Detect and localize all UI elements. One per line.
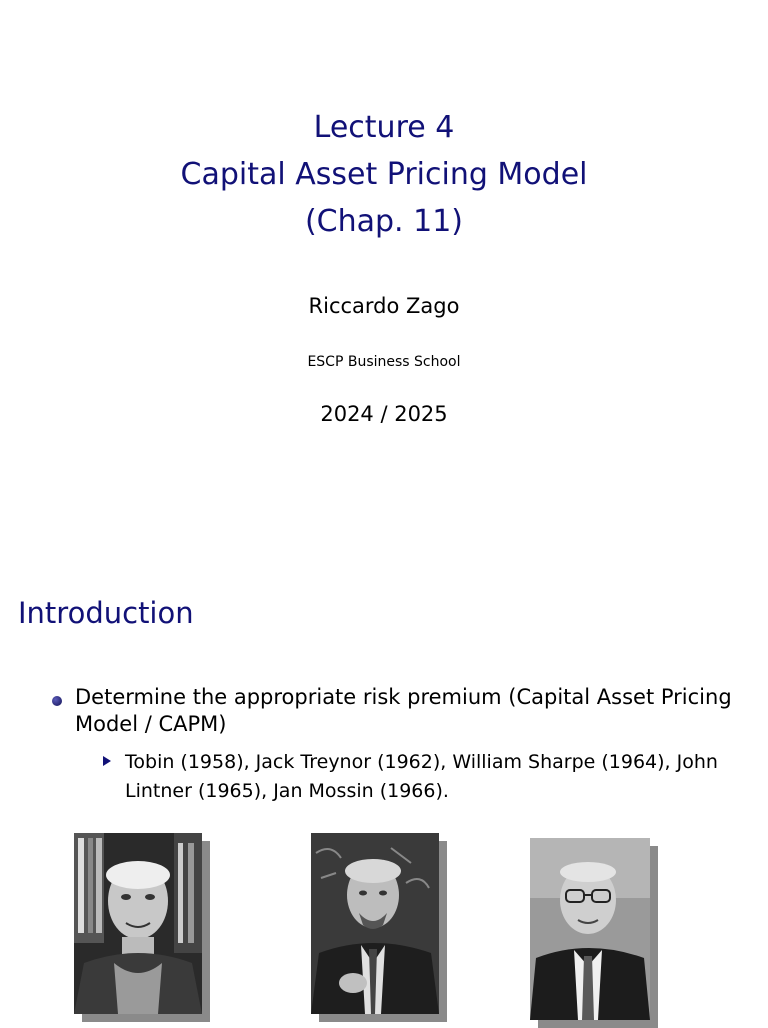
institute-name: ESCP Business School [307,354,461,370]
title-line-1: Lecture 4 [313,110,455,145]
title-line-3: (Chap. 11) [304,204,464,239]
frame-title: Introduction [18,596,194,630]
portrait-image [311,833,439,1014]
portrait-image [74,833,202,1014]
introduction-slide [0,576,768,1024]
sub-bullet-text: Tobin (1958), Jack Treynor (1962), William Sharpe (1964), John Lintner (1965), Jan Mossin (1966). [125,751,718,802]
academic-year: 2024 / 2025 [320,402,448,426]
lecture-title [0,104,768,245]
portrait-photo-1 [74,833,202,1014]
portrait-image [530,838,650,1020]
sub-bullet-item [100,748,730,806]
bullet-dot-icon [52,696,62,706]
author-name: Riccardo Zago [308,294,460,318]
title-line-2: Capital Asset Pricing Model [180,157,588,192]
bullet-item [48,684,738,738]
bullet-text: Determine the appropriate risk premium (Capital Asset Pricing Model / CAPM) [75,685,732,736]
portrait-photo-3 [530,838,650,1020]
portrait-photo-2 [311,833,439,1014]
triangle-bullet-icon [103,756,111,766]
